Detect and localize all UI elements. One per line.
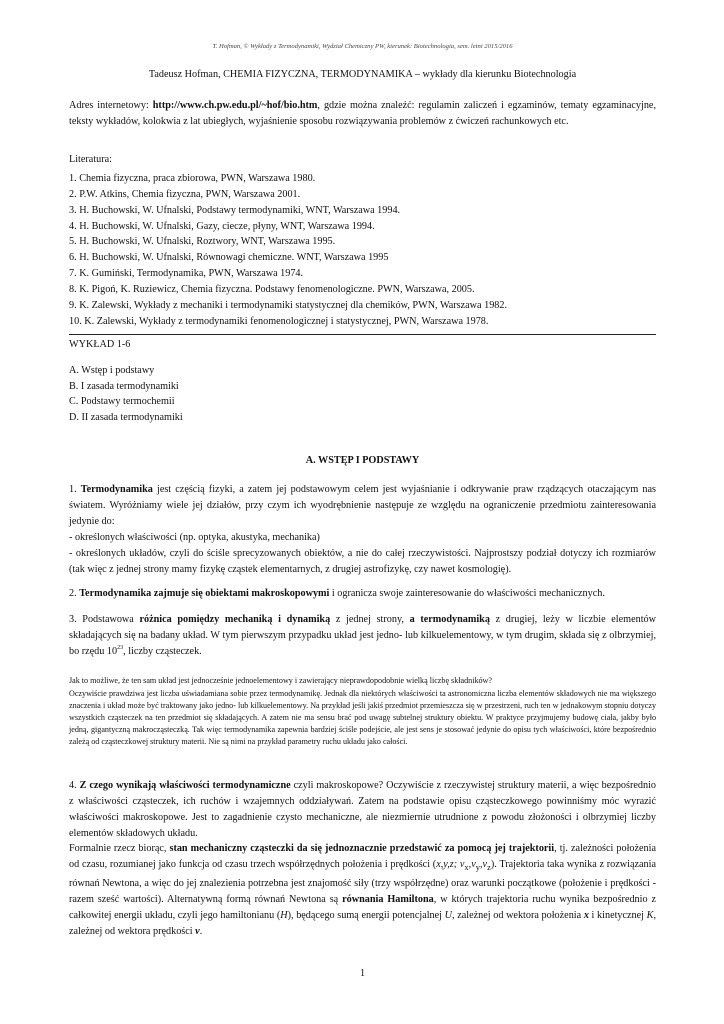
- math-subscript: z: [487, 861, 491, 872]
- paragraph-1: [69, 482, 656, 577]
- bold-phrase: różnica pomiędzy mechaniką i dynamiką: [139, 614, 331, 625]
- literature-item: 7. K. Gumiński, Termodynamika, PWN, Warszawa 1974.: [69, 268, 304, 280]
- horizontal-divider: [69, 334, 656, 335]
- literature-heading: Literatura:: [69, 154, 112, 165]
- paragraph-text: ), będącego sumą energii potencjalnej: [287, 909, 445, 921]
- literature-item: 4. H. Buchowski, W. Ufnalski, Gazy, ciecze, płyny, WNT, Warszawa 1994.: [69, 220, 375, 232]
- document-title: Tadeusz Hofman, CHEMIA FIZYCZNA, TERMODYNAMIKA – wykłady dla kierunku Biotechnologia: [148, 69, 577, 80]
- paragraph-text: .: [199, 925, 203, 937]
- paragraph-text: z drugiej, leży w liczbie elementów składających się na badany układ. W tym pierwszym przypadku układ jest jedno- lub kilkuelementowy, w tym drugim, składa się z olbrzymiej, bo rzędu 10: [69, 614, 656, 657]
- section-title: A. WSTĘP I PODSTAWY: [305, 455, 420, 466]
- bullet-item: - określonych układów, czyli do ściśle sprecyzowanych obiektów, a nie do całej rzeczywistości. Najprostszy podział dotyczy ich rozmiarów (tak więc z jednej strony mamy fizykę cząstek elementarnych, z drugiej astrofizykę, czy nawet kosmologię).: [69, 547, 656, 575]
- math-symbol: K: [646, 909, 654, 921]
- paragraph-text: , zależnej od wektora prędkości: [69, 909, 656, 937]
- math-symbol: x,y,z; v: [436, 858, 465, 870]
- paragraph-text: , zależnej od wektora położenia: [452, 909, 584, 921]
- math-symbol: U: [444, 909, 453, 921]
- literature-item: 8. K. Pigoń, K. Ruziewicz, Chemia fizyczna. Podstawy fenomenologiczne. PWN, Warszawa, 2005.: [69, 283, 475, 295]
- paragraph-1-main: [69, 482, 656, 530]
- paragraph-number: 1.: [69, 484, 81, 495]
- small-explanation: Oczywiście prawdziwa jest liczba uświadamiana sobie przez termodynamikę. Jednak dla niektórych właściwości ta astronomiczna liczba elementów składowych nie ma większego znaczenia i układ może być traktowany jako jedno- lub kilkuelementowy. Na przykład jeśli jakiś przedmiot przemieszcza się w przestrzeni, ruch ten w jednakowym stopniu dotyczy wszystkich cząsteczek na ten przedmiot się składających. A zatem nie ma sensu brać pod uwagę subtelnej struktury obiektu. W praktyce przyjmujemy budowę ciała, jakby było jedną, gigantyczną makrocząsteczką. Tak więc termodynamika zapewnia bardziej ściśle podejście, ale jest sens je stosować jedynie do opisu tych właściwości, które bezpośrednio zależą od cząsteczkowej struktury materii. Nie są nimi na przykład parametry ruchu układu jako całości.: [69, 689, 656, 747]
- paragraph-text: jest częścią fizyki, a zatem jej podstawowym celem jest wyjaśnianie i odkrywanie praw rządzących otaczającym nas światem. Wyróżniamy wiele jej działów, przy czym ich wyodrębnienie następuje ze względu na ograniczenie przedmiotu zainteresowania jedynie do:: [69, 484, 656, 527]
- paragraph-text: , liczby cząsteczek.: [123, 645, 202, 657]
- paragraph-4: [69, 778, 656, 842]
- lecture-toc: [69, 363, 183, 425]
- paragraph-text: , w których trajektoria ruchu wynika bezpośrednio z całkowitej energii układu, czyli jego hamiltonianu (: [69, 893, 656, 921]
- paragraph-number: 2.: [69, 588, 80, 599]
- literature-item: 5. H. Buchowski, W. Ufnalski, Roztwory, WNT, Warszawa 1995.: [69, 236, 336, 248]
- address-text: , gdzie można znaleźć: regulamin zaliczeń i egzaminów, tematy egzaminacyjne, teksty wykładów, kolokwia z lat ubiegłych, wyjaśnienie sposobu rozwiązywania problemów z ćwiczeń rachunkowych etc.: [69, 100, 656, 127]
- term-termodynamika: Termodynamika: [80, 484, 153, 495]
- paragraph-text: i ogranicza swoje zainteresowanie do właściwości mechanicznych.: [329, 588, 605, 599]
- document-page: [69, 0, 656, 1024]
- paragraph-5: [69, 841, 656, 939]
- paragraph-text: , tj. zależności położenia od czasu, rozumianej jako funkcja od czasu trzech współrzędnych położenia i prędkości (: [69, 843, 657, 870]
- small-question: Jak to możliwe, że ten sam układ jest jednocześnie jednoelementowy i zawierający nieprawdopodobnie wielką liczbę składników?: [69, 676, 492, 685]
- bold-phrase: Termodynamika zajmuje się obiektami makroskopowymi: [79, 588, 330, 599]
- literature-item: 2. P.W. Atkins, Chemia fizyczna, PWN, Warszawa 2001.: [69, 188, 301, 200]
- course-url-link[interactable]: http://www.ch.pw.edu.pl/~hof/bio.htm: [152, 100, 318, 111]
- toc-item: D. II zasada termodynamiki: [69, 411, 183, 423]
- exponent: 23: [117, 644, 124, 651]
- bold-phrase: równania Hamiltona: [342, 893, 434, 905]
- address-label: Adres internetowy:: [69, 100, 153, 111]
- math-vector: x: [583, 909, 589, 921]
- toc-item: C. Podstawy termochemii: [69, 396, 175, 408]
- page-number: 1: [359, 968, 366, 979]
- paragraph-2: [69, 586, 656, 602]
- bold-phrase: a termodynamiką: [409, 614, 490, 625]
- paragraph-text: ). Trajektoria taka wynika z rozwiązania równań Newtona, a więc do jej znalezienia potrzebna jest znajomość siły (trzy współrzędne) oraz warunki początkowe (położenie i prędkości - razem sześć wartości). Alternatywną formą równań Newtona są: [69, 858, 656, 905]
- literature-item: 10. K. Zalewski, Wykłady z termodynamiki fenomenologicznej i statystycznej, PWN, Warszawa 1978.: [69, 315, 489, 327]
- literature-item: 1. Chemia fizyczna, praca zbiorowa, PWN, Warszawa 1980.: [69, 173, 316, 184]
- toc-item: B. I zasada termodynamiki: [69, 380, 179, 392]
- running-header: T. Hofman, © Wykłady z Termodynamiki, Wydział Chemiczny PW, kierunek: Biotechnologia, sem. letni 2015/2016: [212, 43, 513, 50]
- math-vector: v: [195, 925, 200, 937]
- bold-phrase: stan mechaniczny cząsteczki da się jednoznacznie przedstawić za pomocą jej trajektorii: [169, 843, 555, 854]
- literature-item: 3. H. Buchowski, W. Ufnalski, Podstawy termodynamiki, WNT, Warszawa 1994.: [69, 204, 401, 216]
- literature-item: 9. K. Zalewski, Wykłady z mechaniki i termodynamiki statystycznej dla chemików, PWN, Warszawa 1982.: [69, 299, 508, 311]
- bold-phrase: Z czego wynikają właściwości termodynamiczne: [79, 780, 291, 791]
- paragraph-text: i kinetycznej: [588, 909, 647, 921]
- bullet-item: - określonych właściwości (np. optyka, akustyka, mechanika): [69, 531, 320, 543]
- literature-item: 6. H. Buchowski, W. Ufnalski, Równowagi chemiczne. WNT, Warszawa 1995: [69, 252, 389, 264]
- paragraph-number: 4.: [69, 780, 80, 791]
- math-symbol: ,v: [468, 858, 476, 870]
- paragraph-text: z jednej strony,: [330, 614, 410, 625]
- toc-item: A. Wstęp i podstawy: [69, 365, 155, 376]
- literature-list: [69, 171, 656, 329]
- paragraph-3: [69, 612, 656, 660]
- paragraph-text: czyli makroskopowe? Oczywiście z rzeczywistej struktury materii, a więc bezpośrednio z właściwości cząsteczek, ich ruchów i wzajemnych oddziaływań. Zatem na podstawie opisu cząsteczkowego powinniśmy móc wyrazić właściwości makroskopowe. Jest to zagadnienie czysto mechaniczne, ale niezmiernie utrudnione z powodu złożoności i olbrzymiej liczby elementów składowych układu.: [69, 780, 656, 839]
- math-subscript: x: [464, 861, 469, 872]
- paragraph-text: 3. Podstawowa: [69, 614, 140, 625]
- math-symbol: ,v: [479, 858, 488, 870]
- paragraph-text: Formalnie rzecz biorąc,: [69, 843, 170, 854]
- lecture-heading: WYKŁAD 1-6: [69, 339, 131, 350]
- math-symbol: H: [280, 909, 288, 921]
- address-paragraph: [69, 98, 656, 130]
- math-subscript: y: [475, 861, 480, 872]
